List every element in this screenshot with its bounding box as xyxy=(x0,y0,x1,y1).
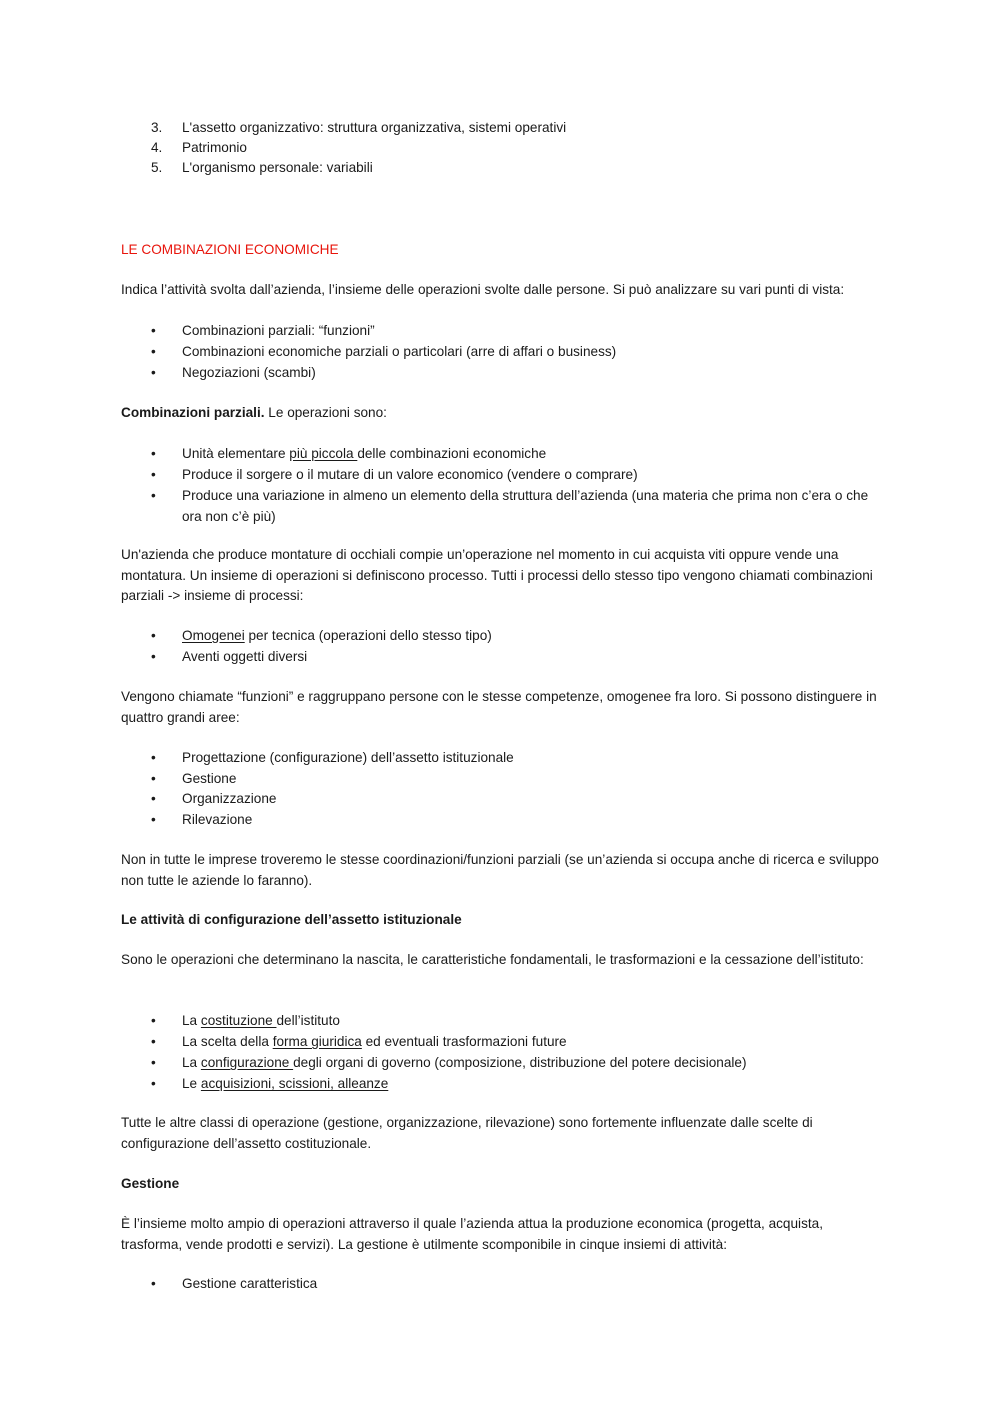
paragraph-imprese: Non in tutte le imprese troveremo le stesse coordinazioni/funzioni parziali (se un’azienda si occupa anche di ricerca e sviluppo non tutte le aziende lo faranno). xyxy=(121,852,879,888)
paragraph-occhiali: Un'azienda che produce montature di occhiali compie un’operazione nel momento in cui acquista viti oppure vende una montatura. Un insieme di operazioni si definiscono processo. Tutti i processi dello stesso tipo vengono chiamati combinazioni parziali -> insieme di processi: xyxy=(121,547,873,603)
bullet-icon: • xyxy=(151,488,156,503)
bullet-icon: • xyxy=(151,365,156,380)
bullet-icon: • xyxy=(151,323,156,338)
bullet-icon: • xyxy=(151,649,156,664)
paragraph-funzioni: Vengono chiamate “funzioni” e raggruppano persone con le stesse competenze, omogenee fra loro. Si possono distinguere in quattro grandi aree: xyxy=(121,689,877,725)
bullet-icon: • xyxy=(151,1076,156,1091)
bullet-icon: • xyxy=(151,1276,156,1291)
bullet-icon: • xyxy=(151,344,156,359)
bullet-icon: • xyxy=(151,628,156,643)
bullet-icon: • xyxy=(151,1055,156,1070)
list-text: Patrimonio xyxy=(182,140,247,155)
paragraph-altre: Tutte le altre classi di operazione (gestione, organizzazione, rilevazione) sono fortemente influenzate dalle scelte di configurazione dell’assetto costituzionale. xyxy=(121,1115,813,1151)
paragraph-configurazione: Sono le operazioni che determinano la nascita, le caratteristiche fondamentali, le trasformazioni e la cessazione dell’istituto: xyxy=(121,952,864,967)
bullet-icon: • xyxy=(151,771,156,786)
bullet-icon: • xyxy=(151,467,156,482)
list-text: L'assetto organizzativo: struttura organizzativa, sistemi operativi xyxy=(182,120,567,135)
section-title: LE COMBINAZIONI ECONOMICHE xyxy=(121,242,339,257)
bullet-icon: • xyxy=(151,750,156,765)
heading-configurazione: Le attività di configurazione dell’assetto istituzionale xyxy=(121,912,462,927)
heading-gestione: Gestione xyxy=(121,1176,180,1191)
list-number: 3. xyxy=(151,120,163,135)
paragraph-gestione: È l’insieme molto ampio di operazioni attraverso il quale l’azienda attua la produzione economica (progetta, acquista, trasforma, vende prodotti e servizi). La gestione è utilmente scomponibile in cinque insiemi di attività: xyxy=(121,1216,823,1252)
list-number: 4. xyxy=(151,140,163,155)
combinazioni-parziali-heading: Combinazioni parziali. Le operazioni sono: xyxy=(121,405,387,420)
intro-paragraph: Indica l’attività svolta dall’azienda, l’insieme delle operazioni svolte dalle persone. Si può analizzare su vari punti di vista: xyxy=(121,282,845,297)
list-number: 5. xyxy=(151,160,163,175)
bullet-icon: • xyxy=(151,1013,156,1028)
bullet-icon: • xyxy=(151,1034,156,1049)
list-text: L'organismo personale: variabili xyxy=(182,160,373,175)
bullet-icon: • xyxy=(151,446,156,461)
bullet-icon: • xyxy=(151,812,156,827)
bullet-icon: • xyxy=(151,791,156,806)
